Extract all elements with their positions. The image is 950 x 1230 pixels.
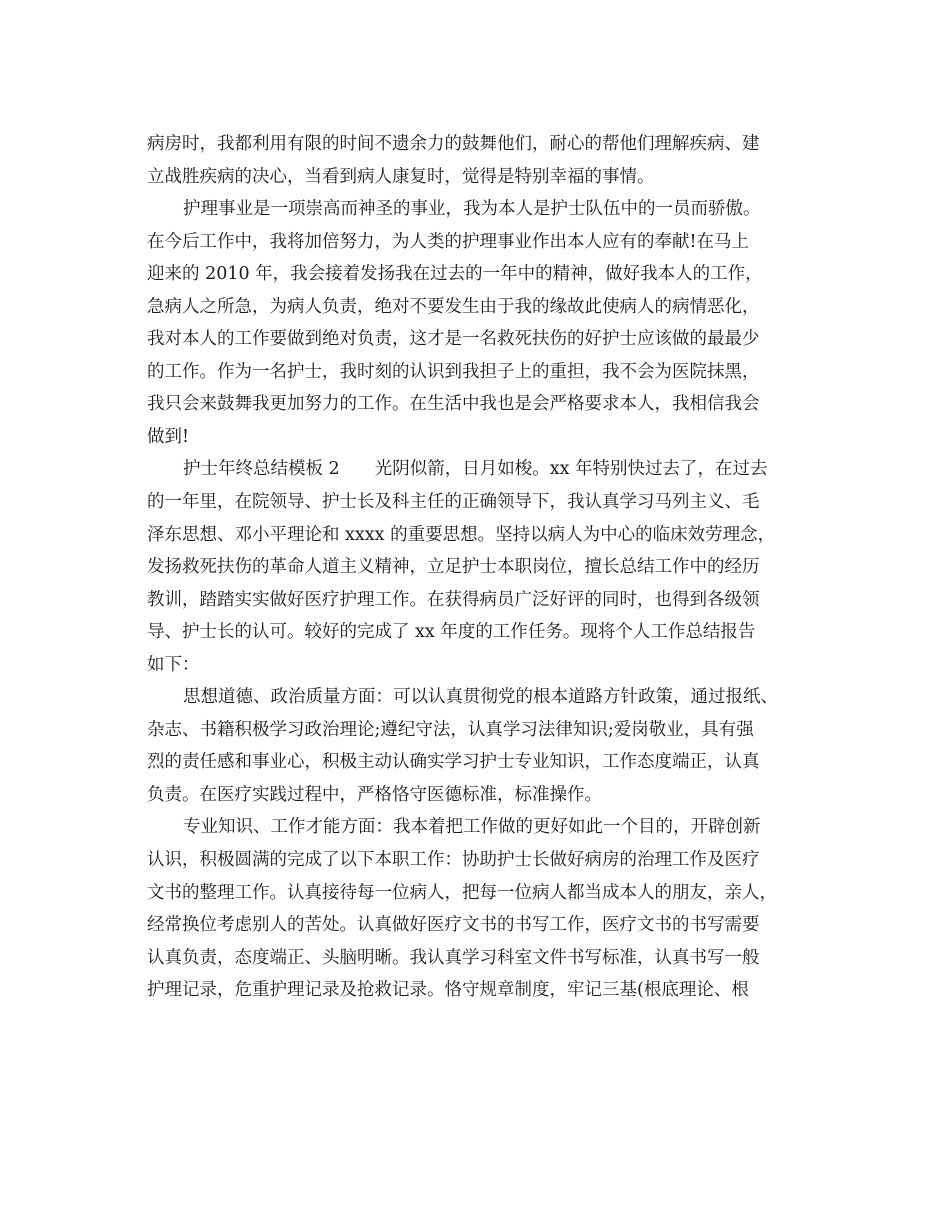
text-line: 护士年终总结模板 2 光阴似箭，日月如梭。xx 年特别快过去了，在过去 [183, 459, 768, 480]
text-line: 护理记录，危重护理记录及抢救记录。恪守规章制度，牢记三基(根底理论、根 [147, 980, 749, 1001]
text-line: 杂志、书籍积极学习政治理论;遵纪守法，认真学习法律知识;爱岗敬业，具有强 [147, 719, 754, 740]
text-line: 做到! [147, 426, 190, 447]
text-line: 我对本人的工作要做到绝对负责，这才是一名救死扶伤的好护士应该做的最最少 [147, 329, 760, 350]
text-line: 经常换位考虑别人的苦处。认真做好医疗文书的书写工作，医疗文书的书写需要 [147, 915, 760, 936]
text-line: 专业知识、工作才能方面：我本着把工作做的更好如此一个目的，开辟创新 [183, 817, 761, 838]
text-line: 认真负责，态度端正、头脑明晰。我认真学习科室文件书写标准，认真书写一般 [147, 947, 760, 968]
text-line: 负责。在医疗实践过程中，严格恪守医德标准，标准操作。 [147, 784, 602, 805]
text-line: 迎来的 2010 年，我会接着发扬我在过去的一年中的精神，做好我本人的工作， [147, 264, 763, 285]
text-line: 文书的整理工作。认真接待每一位病人，把每一位病人都当成本人的朋友，亲人， [147, 882, 777, 903]
text-line: 烈的责任感和事业心，积极主动认确实学习护士专业知识，工作态度端正，认真 [147, 752, 760, 773]
text-line: 认识，积极圆满的完成了以下本职工作：协助护士长做好病房的治理工作及医疗 [147, 850, 760, 871]
text-line: 在今后工作中，我将加倍努力，为人类的护理事业作出本人应有的奉献!在马上 [147, 231, 750, 252]
text-line: 病房时，我都利用有限的时间不遗余力的鼓舞他们，耐心的帮他们理解疾病、建 [147, 134, 760, 154]
document-body [0, 128, 950, 1007]
text-line: 的一年里，在院领导、护士长及科主任的正确领导下，我认真学习马列主义、毛 [147, 492, 760, 513]
text-line: 立战胜疾病的决心，当看到病人康复时，觉得是特别幸福的事情。 [147, 166, 655, 187]
text-line: 发扬救死扶伤的革命人道主义精神，立足护士本职岗位，擅长总结工作中的经历 [147, 557, 760, 578]
text-line: 急病人之所急，为病人负责，绝对不要发生由于我的缘故此使病人的病情恶化， [147, 296, 760, 317]
text-line: 我只会来鼓舞我更加努力的工作。在生活中我也是会严格要求本人，我相信我会 [147, 394, 760, 415]
text-line: 导、护士长的认可。较好的完成了 xx 年度的工作任务。现将个人工作总结报告 [147, 622, 756, 643]
text-line: 泽东思想、邓小平理论和 xxxx 的重要思想。坚持以病人为中心的临床效劳理念， [147, 524, 776, 545]
text-line: 的工作。作为一名护士，我时刻的认识到我担子上的重担，我不会为医院抹黑， [147, 361, 760, 382]
text-line: 思想道德、政治质量方面：可以认真贯彻党的根本道路方针政策，通过报纸、 [183, 687, 778, 708]
text-line: 教训，踏踏实实做好医疗护理工作。在获得病员广泛好评的同时，也得到各级领 [147, 589, 760, 610]
text-line: 如下： [147, 654, 200, 675]
text-line: 护理事业是一项崇高而神圣的事业，我为本人是护士队伍中的一员而骄傲。 [183, 199, 761, 220]
